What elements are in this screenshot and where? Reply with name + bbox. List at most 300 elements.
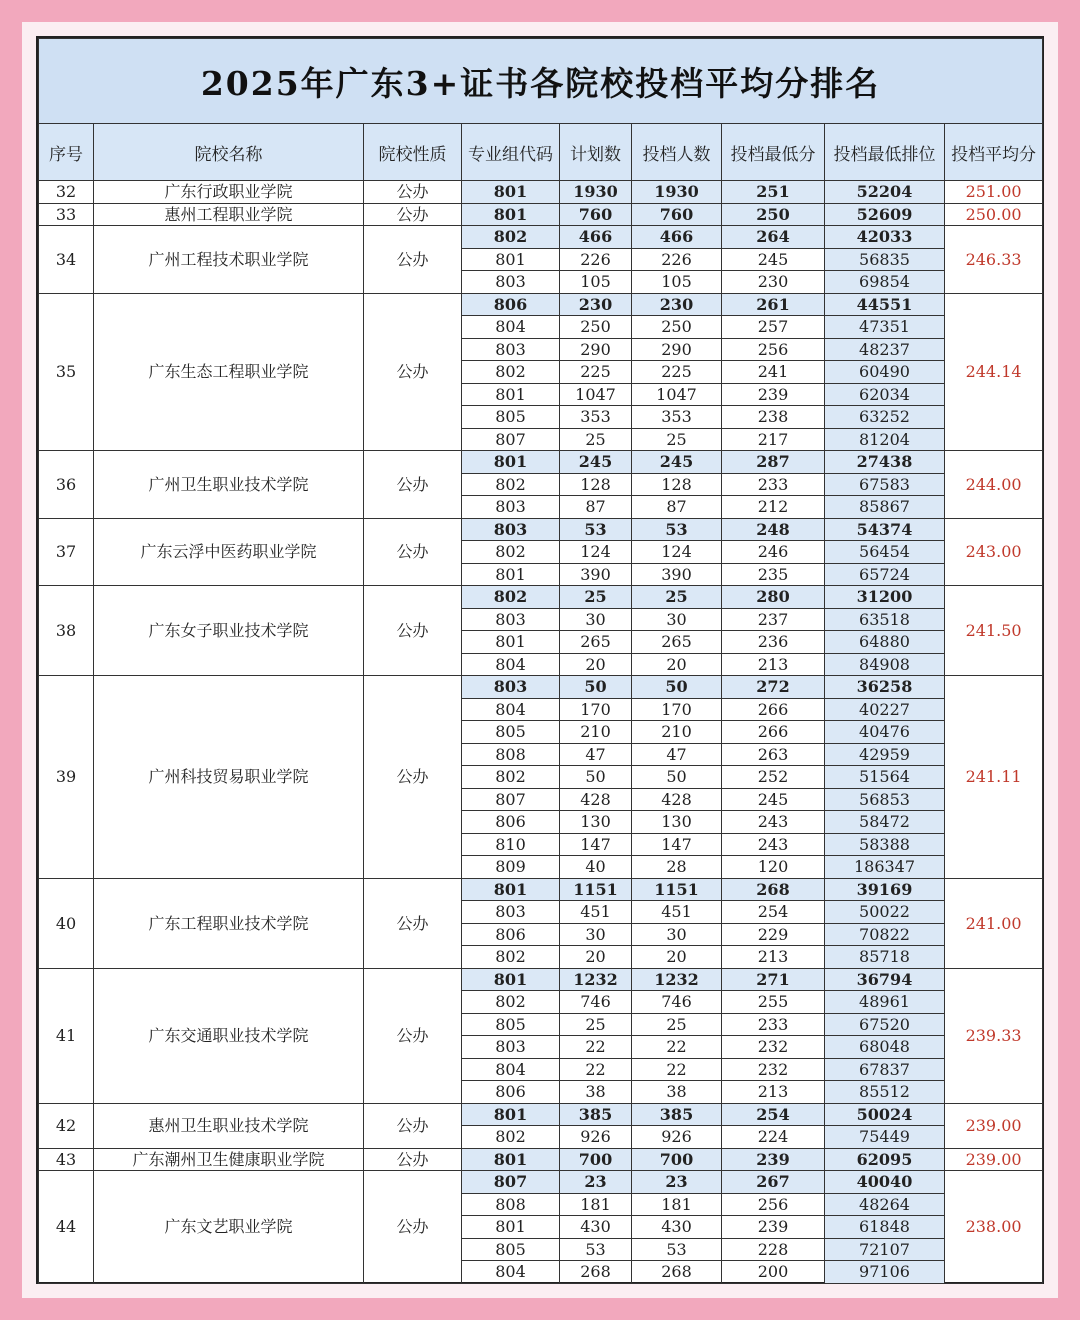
plan-count: 245 — [560, 451, 632, 474]
ranking-table — [38, 38, 1043, 1284]
plan-count: 124 — [560, 541, 632, 564]
min-score: 257 — [722, 316, 825, 339]
admitted-count: 53 — [632, 1238, 722, 1261]
min-rank: 85512 — [825, 1081, 945, 1104]
header-cell: 投档最低分 — [722, 124, 825, 181]
plan-count: 250 — [560, 316, 632, 339]
average-score: 243.00 — [945, 518, 1043, 586]
table-row — [39, 1103, 1043, 1126]
plan-count: 40 — [560, 856, 632, 879]
group-code: 804 — [462, 653, 560, 676]
min-score: 239 — [722, 1216, 825, 1239]
header-cell: 投档人数 — [632, 124, 722, 181]
average-score: 239.00 — [945, 1103, 1043, 1148]
admitted-count: 250 — [632, 316, 722, 339]
group-code: 803 — [462, 518, 560, 541]
min-score: 200 — [722, 1261, 825, 1284]
admitted-count: 20 — [632, 653, 722, 676]
min-rank: 97106 — [825, 1261, 945, 1284]
plan-count: 25 — [560, 1013, 632, 1036]
admitted-count: 22 — [632, 1036, 722, 1059]
plan-count: 47 — [560, 743, 632, 766]
min-score: 212 — [722, 496, 825, 519]
min-rank: 186347 — [825, 856, 945, 879]
school-type: 公办 — [364, 181, 462, 204]
average-score: 244.14 — [945, 293, 1043, 451]
school-name: 广州工程技术职业学院 — [94, 226, 364, 294]
min-score: 255 — [722, 991, 825, 1014]
min-rank: 39169 — [825, 878, 945, 901]
min-score: 254 — [722, 901, 825, 924]
plan-count: 38 — [560, 1081, 632, 1104]
table-row — [39, 1171, 1043, 1194]
plan-count: 128 — [560, 473, 632, 496]
group-code: 801 — [462, 563, 560, 586]
min-rank: 56853 — [825, 788, 945, 811]
min-score: 228 — [722, 1238, 825, 1261]
min-rank: 75449 — [825, 1126, 945, 1149]
group-code: 803 — [462, 901, 560, 924]
min-rank: 54374 — [825, 518, 945, 541]
min-score: 229 — [722, 923, 825, 946]
group-code: 801 — [462, 451, 560, 474]
admitted-count: 50 — [632, 766, 722, 789]
group-code: 802 — [462, 473, 560, 496]
min-score: 266 — [722, 721, 825, 744]
rank-number: 35 — [39, 293, 94, 451]
min-score: 251 — [722, 181, 825, 204]
plan-count: 1232 — [560, 968, 632, 991]
plan-count: 268 — [560, 1261, 632, 1284]
min-score: 241 — [722, 361, 825, 384]
group-code: 802 — [462, 766, 560, 789]
admitted-count: 147 — [632, 833, 722, 856]
group-code: 807 — [462, 788, 560, 811]
group-code: 806 — [462, 811, 560, 834]
group-code: 802 — [462, 226, 560, 249]
group-code: 802 — [462, 361, 560, 384]
group-code: 805 — [462, 406, 560, 429]
rank-number: 38 — [39, 586, 94, 676]
admitted-count: 25 — [632, 428, 722, 451]
admitted-count: 760 — [632, 203, 722, 226]
admitted-count: 245 — [632, 451, 722, 474]
group-code: 804 — [462, 1058, 560, 1081]
admitted-count: 926 — [632, 1126, 722, 1149]
group-code: 803 — [462, 676, 560, 699]
average-score: 246.33 — [945, 226, 1043, 294]
header-cell: 计划数 — [560, 124, 632, 181]
admitted-count: 451 — [632, 901, 722, 924]
admitted-count: 28 — [632, 856, 722, 879]
group-code: 805 — [462, 721, 560, 744]
plan-count: 390 — [560, 563, 632, 586]
school-type: 公办 — [364, 1148, 462, 1171]
school-type: 公办 — [364, 968, 462, 1103]
min-score: 248 — [722, 518, 825, 541]
table-row — [39, 226, 1043, 249]
min-rank: 58388 — [825, 833, 945, 856]
group-code: 802 — [462, 586, 560, 609]
average-score: 241.11 — [945, 676, 1043, 879]
group-code: 807 — [462, 428, 560, 451]
min-score: 238 — [722, 406, 825, 429]
group-code: 801 — [462, 968, 560, 991]
admitted-count: 353 — [632, 406, 722, 429]
min-score: 261 — [722, 293, 825, 316]
group-code: 801 — [462, 203, 560, 226]
average-score: 250.00 — [945, 203, 1043, 226]
average-score: 238.00 — [945, 1171, 1043, 1284]
min-score: 267 — [722, 1171, 825, 1194]
rank-number: 36 — [39, 451, 94, 519]
plan-count: 700 — [560, 1148, 632, 1171]
average-score: 239.33 — [945, 968, 1043, 1103]
admitted-count: 53 — [632, 518, 722, 541]
plan-count: 385 — [560, 1103, 632, 1126]
group-code: 802 — [462, 1126, 560, 1149]
table-row — [39, 968, 1043, 991]
min-score: 246 — [722, 541, 825, 564]
plan-count: 210 — [560, 721, 632, 744]
admitted-count: 210 — [632, 721, 722, 744]
average-score: 244.00 — [945, 451, 1043, 519]
plan-count: 1930 — [560, 181, 632, 204]
min-rank: 69854 — [825, 271, 945, 294]
plan-count: 170 — [560, 698, 632, 721]
rank-number: 41 — [39, 968, 94, 1103]
min-rank: 70822 — [825, 923, 945, 946]
plan-count: 226 — [560, 248, 632, 271]
plan-count: 130 — [560, 811, 632, 834]
plan-count: 20 — [560, 653, 632, 676]
admitted-count: 22 — [632, 1058, 722, 1081]
admitted-count: 428 — [632, 788, 722, 811]
admitted-count: 1151 — [632, 878, 722, 901]
plan-count: 760 — [560, 203, 632, 226]
header-cell: 投档平均分 — [945, 124, 1043, 181]
plan-count: 746 — [560, 991, 632, 1014]
school-name: 惠州卫生职业技术学院 — [94, 1103, 364, 1148]
min-rank: 40227 — [825, 698, 945, 721]
table-row — [39, 676, 1043, 699]
min-rank: 63252 — [825, 406, 945, 429]
table-row — [39, 451, 1043, 474]
header-cell: 投档最低排位 — [825, 124, 945, 181]
min-rank: 56835 — [825, 248, 945, 271]
min-rank: 31200 — [825, 586, 945, 609]
plan-count: 428 — [560, 788, 632, 811]
admitted-count: 268 — [632, 1261, 722, 1284]
admitted-count: 230 — [632, 293, 722, 316]
admitted-count: 20 — [632, 946, 722, 969]
min-rank: 47351 — [825, 316, 945, 339]
header-cell: 专业组代码 — [462, 124, 560, 181]
rank-number: 40 — [39, 878, 94, 968]
rank-number: 42 — [39, 1103, 94, 1148]
group-code: 801 — [462, 1103, 560, 1126]
min-score: 233 — [722, 473, 825, 496]
plan-count: 430 — [560, 1216, 632, 1239]
admitted-count: 466 — [632, 226, 722, 249]
plan-count: 181 — [560, 1193, 632, 1216]
header-cell: 院校性质 — [364, 124, 462, 181]
min-rank: 36258 — [825, 676, 945, 699]
min-score: 239 — [722, 383, 825, 406]
min-score: 232 — [722, 1058, 825, 1081]
admitted-count: 25 — [632, 586, 722, 609]
rank-number: 43 — [39, 1148, 94, 1171]
group-code: 801 — [462, 1148, 560, 1171]
plan-count: 25 — [560, 586, 632, 609]
min-score: 252 — [722, 766, 825, 789]
admitted-count: 226 — [632, 248, 722, 271]
admitted-count: 23 — [632, 1171, 722, 1194]
min-score: 287 — [722, 451, 825, 474]
plan-count: 230 — [560, 293, 632, 316]
admitted-count: 128 — [632, 473, 722, 496]
admitted-count: 290 — [632, 338, 722, 361]
plan-count: 1047 — [560, 383, 632, 406]
min-rank: 27438 — [825, 451, 945, 474]
group-code: 805 — [462, 1238, 560, 1261]
min-score: 236 — [722, 631, 825, 654]
plan-count: 105 — [560, 271, 632, 294]
min-rank: 36794 — [825, 968, 945, 991]
group-code: 803 — [462, 271, 560, 294]
plan-count: 1151 — [560, 878, 632, 901]
min-rank: 85867 — [825, 496, 945, 519]
group-code: 809 — [462, 856, 560, 879]
group-code: 808 — [462, 743, 560, 766]
min-rank: 48961 — [825, 991, 945, 1014]
table-row — [39, 518, 1043, 541]
group-code: 802 — [462, 991, 560, 1014]
group-code: 801 — [462, 248, 560, 271]
school-type: 公办 — [364, 586, 462, 676]
admitted-count: 170 — [632, 698, 722, 721]
group-code: 801 — [462, 1216, 560, 1239]
rank-number: 39 — [39, 676, 94, 879]
min-rank: 67837 — [825, 1058, 945, 1081]
min-score: 266 — [722, 698, 825, 721]
school-type: 公办 — [364, 878, 462, 968]
group-code: 806 — [462, 923, 560, 946]
plan-count: 22 — [560, 1036, 632, 1059]
min-rank: 84908 — [825, 653, 945, 676]
min-rank: 42959 — [825, 743, 945, 766]
min-score: 245 — [722, 788, 825, 811]
school-name: 广州卫生职业技术学院 — [94, 451, 364, 519]
school-name: 广东行政职业学院 — [94, 181, 364, 204]
min-rank: 63518 — [825, 608, 945, 631]
min-rank: 62034 — [825, 383, 945, 406]
plan-count: 20 — [560, 946, 632, 969]
min-score: 213 — [722, 653, 825, 676]
min-rank: 50024 — [825, 1103, 945, 1126]
min-rank: 40040 — [825, 1171, 945, 1194]
admitted-count: 30 — [632, 608, 722, 631]
group-code: 803 — [462, 1036, 560, 1059]
school-name: 广东交通职业技术学院 — [94, 968, 364, 1103]
table-row — [39, 203, 1043, 226]
school-name: 广东文艺职业学院 — [94, 1171, 364, 1284]
rank-number: 37 — [39, 518, 94, 586]
school-type: 公办 — [364, 1103, 462, 1148]
plan-count: 225 — [560, 361, 632, 384]
admitted-count: 430 — [632, 1216, 722, 1239]
min-rank: 40476 — [825, 721, 945, 744]
plan-count: 265 — [560, 631, 632, 654]
min-rank: 85718 — [825, 946, 945, 969]
group-code: 806 — [462, 1081, 560, 1104]
plan-count: 53 — [560, 518, 632, 541]
min-score: 239 — [722, 1148, 825, 1171]
min-score: 268 — [722, 878, 825, 901]
ranking-table-frame — [36, 36, 1044, 1284]
school-name: 广东工程职业技术学院 — [94, 878, 364, 968]
min-score: 250 — [722, 203, 825, 226]
min-score: 213 — [722, 946, 825, 969]
plan-count: 22 — [560, 1058, 632, 1081]
min-rank: 67520 — [825, 1013, 945, 1036]
min-score: 217 — [722, 428, 825, 451]
group-code: 801 — [462, 631, 560, 654]
min-rank: 56454 — [825, 541, 945, 564]
school-type: 公办 — [364, 676, 462, 879]
group-code: 803 — [462, 496, 560, 519]
min-rank: 50022 — [825, 901, 945, 924]
min-rank: 64880 — [825, 631, 945, 654]
table-row — [39, 293, 1043, 316]
admitted-count: 225 — [632, 361, 722, 384]
school-type: 公办 — [364, 293, 462, 451]
group-code: 803 — [462, 338, 560, 361]
admitted-count: 181 — [632, 1193, 722, 1216]
min-score: 243 — [722, 833, 825, 856]
plan-count: 25 — [560, 428, 632, 451]
plan-count: 23 — [560, 1171, 632, 1194]
min-rank: 65724 — [825, 563, 945, 586]
min-rank: 72107 — [825, 1238, 945, 1261]
admitted-count: 265 — [632, 631, 722, 654]
table-row — [39, 878, 1043, 901]
min-score: 235 — [722, 563, 825, 586]
min-score: 280 — [722, 586, 825, 609]
school-name: 广东生态工程职业学院 — [94, 293, 364, 451]
admitted-count: 1232 — [632, 968, 722, 991]
admitted-count: 385 — [632, 1103, 722, 1126]
table-row — [39, 586, 1043, 609]
group-code: 805 — [462, 1013, 560, 1036]
header-row — [39, 124, 1043, 181]
group-code: 804 — [462, 316, 560, 339]
plan-count: 451 — [560, 901, 632, 924]
school-name: 广州科技贸易职业学院 — [94, 676, 364, 879]
admitted-count: 47 — [632, 743, 722, 766]
rank-number: 33 — [39, 203, 94, 226]
min-rank: 62095 — [825, 1148, 945, 1171]
min-rank: 61848 — [825, 1216, 945, 1239]
admitted-count: 87 — [632, 496, 722, 519]
plan-count: 290 — [560, 338, 632, 361]
min-score: 272 — [722, 676, 825, 699]
min-rank: 52204 — [825, 181, 945, 204]
min-rank: 48237 — [825, 338, 945, 361]
admitted-count: 30 — [632, 923, 722, 946]
min-rank: 60490 — [825, 361, 945, 384]
school-name: 广东潮州卫生健康职业学院 — [94, 1148, 364, 1171]
school-name: 广东云浮中医药职业学院 — [94, 518, 364, 586]
header-cell: 序号 — [39, 124, 94, 181]
group-code: 801 — [462, 181, 560, 204]
min-rank: 67583 — [825, 473, 945, 496]
group-code: 808 — [462, 1193, 560, 1216]
min-rank: 44551 — [825, 293, 945, 316]
plan-count: 147 — [560, 833, 632, 856]
group-code: 810 — [462, 833, 560, 856]
group-code: 802 — [462, 541, 560, 564]
group-code: 801 — [462, 383, 560, 406]
min-rank: 81204 — [825, 428, 945, 451]
group-code: 806 — [462, 293, 560, 316]
header-cell: 院校名称 — [94, 124, 364, 181]
min-rank: 52609 — [825, 203, 945, 226]
admitted-count: 746 — [632, 991, 722, 1014]
min-score: 254 — [722, 1103, 825, 1126]
min-score: 232 — [722, 1036, 825, 1059]
min-score: 237 — [722, 608, 825, 631]
school-type: 公办 — [364, 1171, 462, 1284]
plan-count: 30 — [560, 608, 632, 631]
group-code: 802 — [462, 946, 560, 969]
group-code: 807 — [462, 1171, 560, 1194]
school-type: 公办 — [364, 451, 462, 519]
admitted-count: 1047 — [632, 383, 722, 406]
admitted-count: 700 — [632, 1148, 722, 1171]
group-code: 803 — [462, 608, 560, 631]
admitted-count: 130 — [632, 811, 722, 834]
min-score: 224 — [722, 1126, 825, 1149]
min-rank: 68048 — [825, 1036, 945, 1059]
min-rank: 58472 — [825, 811, 945, 834]
min-score: 245 — [722, 248, 825, 271]
min-score: 243 — [722, 811, 825, 834]
page-title: 2025年广东3+证书各院校投档平均分排名 — [39, 39, 1043, 124]
min-rank: 42033 — [825, 226, 945, 249]
plan-count: 30 — [560, 923, 632, 946]
min-score: 263 — [722, 743, 825, 766]
average-score: 239.00 — [945, 1148, 1043, 1171]
average-score: 241.00 — [945, 878, 1043, 968]
min-score: 213 — [722, 1081, 825, 1104]
school-type: 公办 — [364, 226, 462, 294]
table-body — [39, 181, 1043, 1284]
rank-number: 32 — [39, 181, 94, 204]
min-score: 256 — [722, 1193, 825, 1216]
rank-number: 44 — [39, 1171, 94, 1284]
min-score: 233 — [722, 1013, 825, 1036]
group-code: 804 — [462, 1261, 560, 1284]
average-score: 241.50 — [945, 586, 1043, 676]
school-name: 惠州工程职业学院 — [94, 203, 364, 226]
min-score: 120 — [722, 856, 825, 879]
plan-count: 926 — [560, 1126, 632, 1149]
table-row — [39, 181, 1043, 204]
plan-count: 353 — [560, 406, 632, 429]
min-rank: 48264 — [825, 1193, 945, 1216]
school-type: 公办 — [364, 518, 462, 586]
